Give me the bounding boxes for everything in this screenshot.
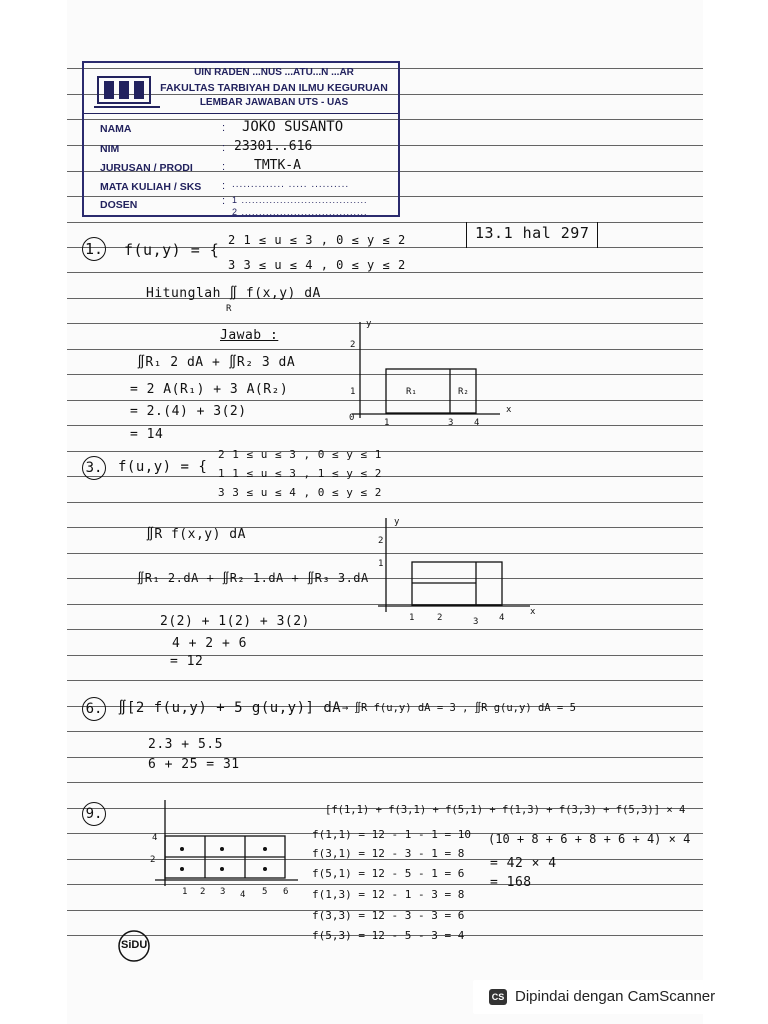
problem-1-answer-label: Jawab : [220,328,279,343]
problem-1-graph-labels [349,319,512,428]
label-nama: NAMA [100,123,132,135]
problem-9-total-1: (10 + 8 + 6 + 8 + 6 + 4) × 4 [488,832,691,846]
problem-1-task: Hitunglah ∬ f(x,y) dA [146,286,321,301]
problem-9-eval-2: f(3,1) = 12 - 3 - 1 = 8 [312,847,465,860]
problem-1-step-2: = 2 A(R₁) + 3 A(R₂) [130,382,289,397]
problem-3-number: 3. [82,456,106,480]
camscanner-icon: CS [489,989,507,1005]
svg-text:2: 2 [200,887,206,897]
stamp-sheet-title: LEMBAR JAWABAN UTS - UAS [199,97,349,108]
problem-6-expression: ∬[2 f(u,y) + 5 g(u,y)] dA [118,700,342,716]
problem-1-step-3: = 2.(4) + 3(2) [130,404,247,419]
problem-3-split: ∬R₁ 2.dA + ∬R₂ 1.dA + ∬R₃ 3.dA [137,571,369,585]
svg-text:3: 3 [220,887,226,897]
problem-9-graph-labels [150,833,288,900]
problem-9-sum: [f(1,1) + f(3,1) + f(5,1) + f(1,3) + f(3,3) + f(5,3)] × 4 [325,804,686,816]
problem-3-step-1: 2(2) + 1(2) + 3(2) [160,614,310,629]
svg-text:x: x [530,607,536,617]
dosen-line-2: 2 .................................... [232,207,368,217]
svg-text:4: 4 [474,418,480,428]
dosen-line-1: 1 .................................... [232,195,368,205]
problem-1-function: f(u,y) = { [124,241,220,259]
svg-text:5: 5 [262,887,268,897]
problem-3-graph [378,518,530,612]
problem-1-step-1: ∬R₁ 2 dA + ∬R₂ 3 dA [137,355,296,370]
svg-text:y: y [394,517,400,527]
problem-9-eval-4: f(1,3) = 12 - 1 - 3 = 8 [312,888,465,901]
problem-6-given: → ∬R f(u,y) dA = 3 , ∬R g(u,y) dA = 5 [342,702,576,714]
svg-text:R₁: R₁ [406,387,417,397]
problem-1-case-2: 3 3 ≤ u ≤ 4 , 0 ≤ y ≤ 2 [228,258,406,272]
label-nim: NIM [100,143,120,155]
problem-1-step-4: = 14 [130,427,164,442]
svg-text:4: 4 [240,890,246,900]
svg-text:x: x [506,405,512,415]
label-mata-kuliah: MATA KULIAH / SKS [100,181,202,193]
problem-6-step-2: 6 + 25 = 31 [148,757,240,772]
svg-text:2: 2 [150,855,156,865]
problem-9-eval-3: f(5,1) = 12 - 5 - 1 = 6 [312,867,465,880]
svg-text:2: 2 [378,536,384,546]
problem-3-graph-labels [378,517,536,627]
svg-text:1: 1 [384,418,390,428]
problem-6-step-1: 2.3 + 5.5 [148,737,223,752]
value-nama: JOKO SUSANTO [242,119,344,135]
label-jurusan: JURUSAN / PRODI [100,162,193,174]
problem-3-step-3: = 12 [170,654,204,669]
svg-text:4: 4 [499,613,505,623]
problem-3-function: f(u,y) = { [118,459,208,475]
problem-3-integral: ∬R f(x,y) dA [146,527,246,542]
problem-9-graph [155,800,298,886]
svg-text:2: 2 [437,613,443,623]
svg-text:R₂: R₂ [458,387,469,397]
svg-text:1: 1 [378,559,384,569]
svg-text:1: 1 [182,887,188,897]
problem-9-eval-6: f(5,3) = 12 - 5 - 3 = 4 [312,929,465,942]
svg-text:y: y [366,319,372,329]
answer-sheet-stamp: UIN RADEN ...NUS ...ATU...N ...AR FAKULTAS TARBIYAH DAN ILMU KEGURUAN LEMBAR JAWABAN UTS - UAS NAMA : JOKO SUSANTO NIM : 23301..616 JURUSAN / PRODI : TMTK-A MATA KULIAH / SKS : .............. ..... .......... DOSEN : 1 .................................... 2 .................................... [82,61,400,217]
problem-1-graph [352,322,500,418]
svg-text:3: 3 [448,418,454,428]
label-dosen: DOSEN [100,199,138,211]
reference-note: 13.1 hal 297 [466,222,598,248]
stamp-university-line: UIN RADEN ...NUS ...ATU...N ...AR [194,67,354,78]
problem-1-task-sub: R [226,304,232,314]
problem-1-case-1: 2 1 ≤ u ≤ 3 , 0 ≤ y ≤ 2 [228,233,406,247]
problem-3-case-2: 1 1 ≤ u ≤ 3 , 1 ≤ y ≤ 2 [218,467,382,480]
svg-text:0: 0 [349,413,355,423]
problem-9-total-3: = 168 [490,875,532,890]
camscanner-text: Dipindai dengan CamScanner [515,988,716,1005]
problem-6-number: 6. [82,697,106,721]
problem-9-number: 9. [82,802,106,826]
problem-9-eval-1: f(1,1) = 12 - 1 - 1 = 10 [312,828,471,841]
problem-9-total-2: = 42 × 4 [490,856,557,871]
stamp-faculty-line: FAKULTAS TARBIYAH DAN ILMU KEGURUAN [160,82,388,94]
value-nim: 23301..616 [234,139,313,154]
problem-3-step-2: 4 + 2 + 6 [172,636,247,651]
value-jurusan: TMTK-A [254,158,301,173]
svg-text:1: 1 [350,387,356,397]
problem-3-case-1: 2 1 ≤ u ≤ 3 , 0 ≤ y ≤ 1 [218,448,382,461]
svg-text:6: 6 [283,887,289,897]
svg-text:2: 2 [350,340,356,350]
problem-9-eval-5: f(3,3) = 12 - 3 - 3 = 6 [312,909,465,922]
sidu-logo-text: SiDU [121,939,148,951]
svg-text:3: 3 [473,617,479,627]
problem-3-case-3: 3 3 ≤ u ≤ 4 , 0 ≤ y ≤ 2 [218,486,382,499]
problem-1-number: 1. [82,237,106,261]
problem-9-sample-points [180,847,267,871]
svg-text:1: 1 [409,613,415,623]
svg-text:4: 4 [152,833,158,843]
